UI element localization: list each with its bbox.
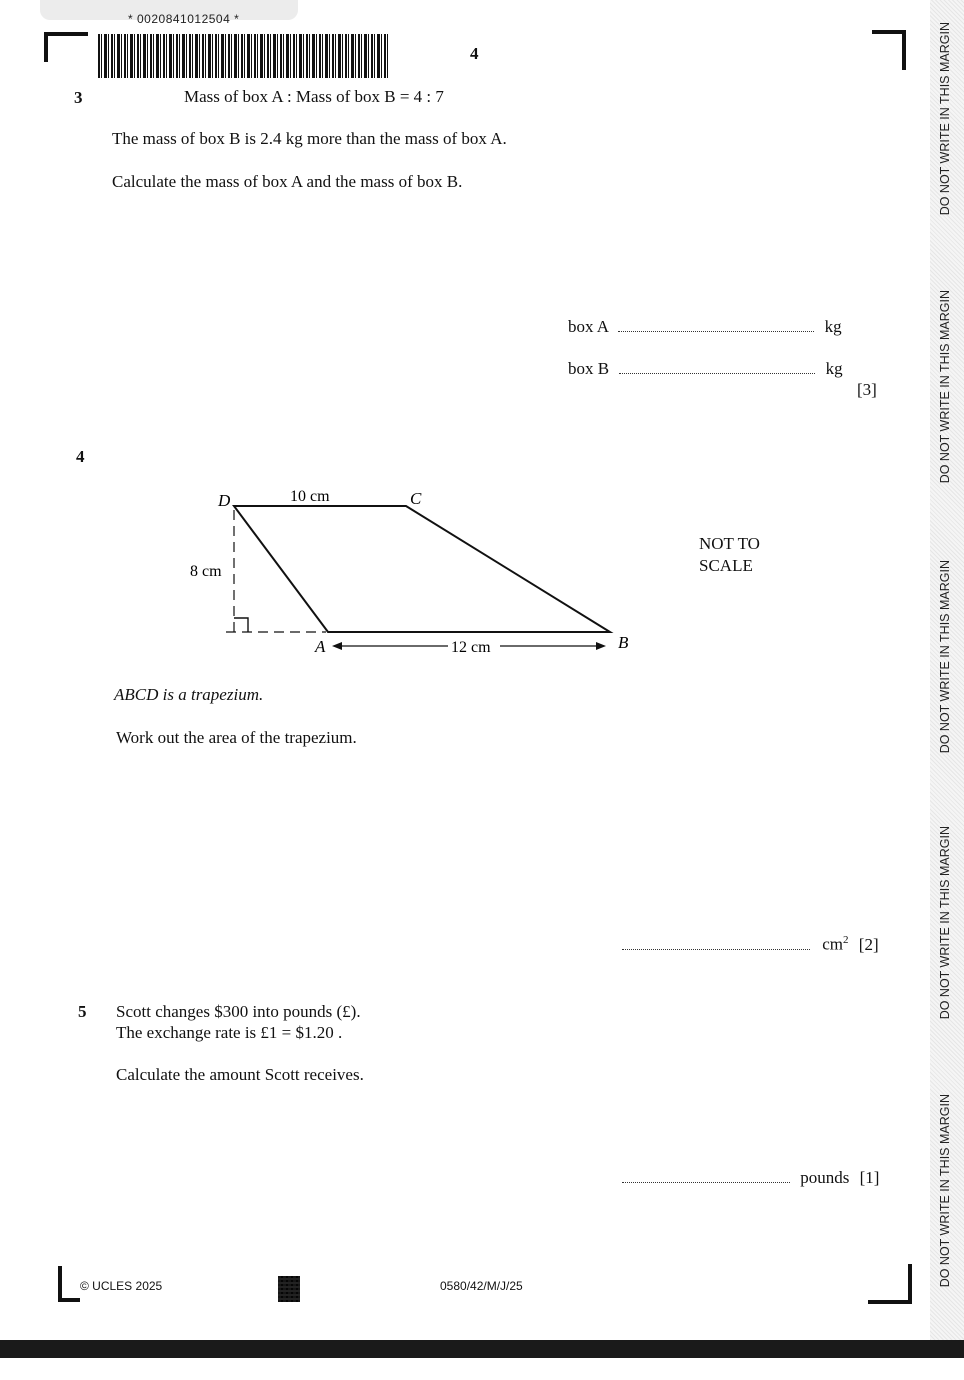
corner-mark-bottom-right-h [868, 1300, 912, 1304]
corner-mark-top-right [872, 30, 906, 34]
q3-instruction: Calculate the mass of box A and the mass of box B. [112, 172, 463, 191]
dimension-arrow-right [596, 642, 606, 650]
q4-answer-unit: cm [822, 934, 844, 954]
not-to-scale-line1: NOT TO [699, 534, 760, 553]
q4-statement-text: ABCD is a trapezium. [114, 685, 264, 704]
q4-statement [114, 685, 263, 705]
margin-warning-1: DO NOT WRITE IN THIS MARGIN [938, 22, 952, 216]
q4-answer-unit-power: 2 [843, 934, 849, 946]
footer-paper-code: 0580/42/M/J/25 [440, 1279, 523, 1293]
q3-answer-a-row [568, 317, 842, 337]
q3-ratio-line: Mass of box A : Mass of box B = 4 : 7 [184, 87, 444, 106]
q5-line2: The exchange rate is £1 = $1.20 . [116, 1023, 343, 1042]
bottom-bar [0, 1340, 964, 1358]
bottom-length-label: 12 cm [451, 639, 491, 656]
corner-mark-bottom-right [908, 1264, 912, 1304]
corner-mark-bottom-left [58, 1266, 62, 1302]
height-label: 8 cm [190, 563, 222, 580]
margin-warning-3: DO NOT WRITE IN THIS MARGIN [938, 560, 952, 754]
q3-answer-a-field[interactable] [618, 331, 814, 332]
q5-answer-unit: pounds [800, 1168, 850, 1187]
q3-answer-b-row [568, 359, 843, 379]
margin-warning-5: DO NOT WRITE IN THIS MARGIN [938, 1094, 952, 1288]
corner-mark-bottom-left-h [58, 1298, 80, 1302]
question-4-number: 4 [76, 447, 85, 466]
barcode-image [98, 34, 390, 78]
q3-answer-b-unit: kg [825, 359, 843, 378]
q3-marks: [3] [857, 380, 877, 399]
label-b: B [618, 633, 629, 652]
q4-instruction: Work out the area of the trapezium. [116, 728, 357, 747]
q3-answer-a-label: box A [568, 317, 609, 336]
page-number: 4 [470, 44, 479, 63]
q5-instruction: Calculate the amount Scott receives. [116, 1065, 364, 1084]
q4-marks: [2] [858, 934, 879, 954]
q5-answer-field[interactable] [622, 1182, 790, 1183]
not-to-scale-line2: SCALE [699, 556, 753, 575]
q3-answer-b-field[interactable] [619, 373, 815, 374]
footer-copyright: © UCLES 2025 [80, 1279, 163, 1293]
label-d: D [218, 491, 231, 510]
top-length-label: 10 cm [290, 488, 330, 505]
q5-answer-row [622, 1168, 879, 1188]
label-c: C [410, 489, 422, 508]
dimension-arrow-left [332, 642, 342, 650]
q3-answer-b-label: box B [568, 359, 610, 378]
q3-answer-a-unit: kg [824, 317, 842, 336]
q4-answer-row [622, 934, 879, 955]
barcode-number: * 0020841012504 * [128, 12, 240, 26]
label-a: A [315, 637, 326, 656]
margin-warning-4: DO NOT WRITE IN THIS MARGIN [938, 826, 952, 1020]
q5-line1: Scott changes $300 into pounds (£). [116, 1002, 361, 1021]
corner-mark-top-right-v [902, 30, 906, 70]
right-angle-marker [234, 618, 248, 632]
question-5-number: 5 [78, 1002, 87, 1021]
corner-mark-top-left [44, 32, 88, 36]
q3-statement: The mass of box B is 2.4 kg more than the mass of box A. [112, 129, 507, 148]
margin-warning-2: DO NOT WRITE IN THIS MARGIN [938, 290, 952, 484]
trapezium-shape [234, 506, 610, 632]
corner-mark-top-left-v [44, 32, 48, 62]
qr-code-overlay [278, 1276, 300, 1302]
q4-answer-field[interactable] [622, 949, 810, 950]
question-3-number: 3 [74, 88, 83, 107]
trapezium-diagram [170, 480, 650, 670]
q5-marks: [1] [859, 1168, 880, 1187]
